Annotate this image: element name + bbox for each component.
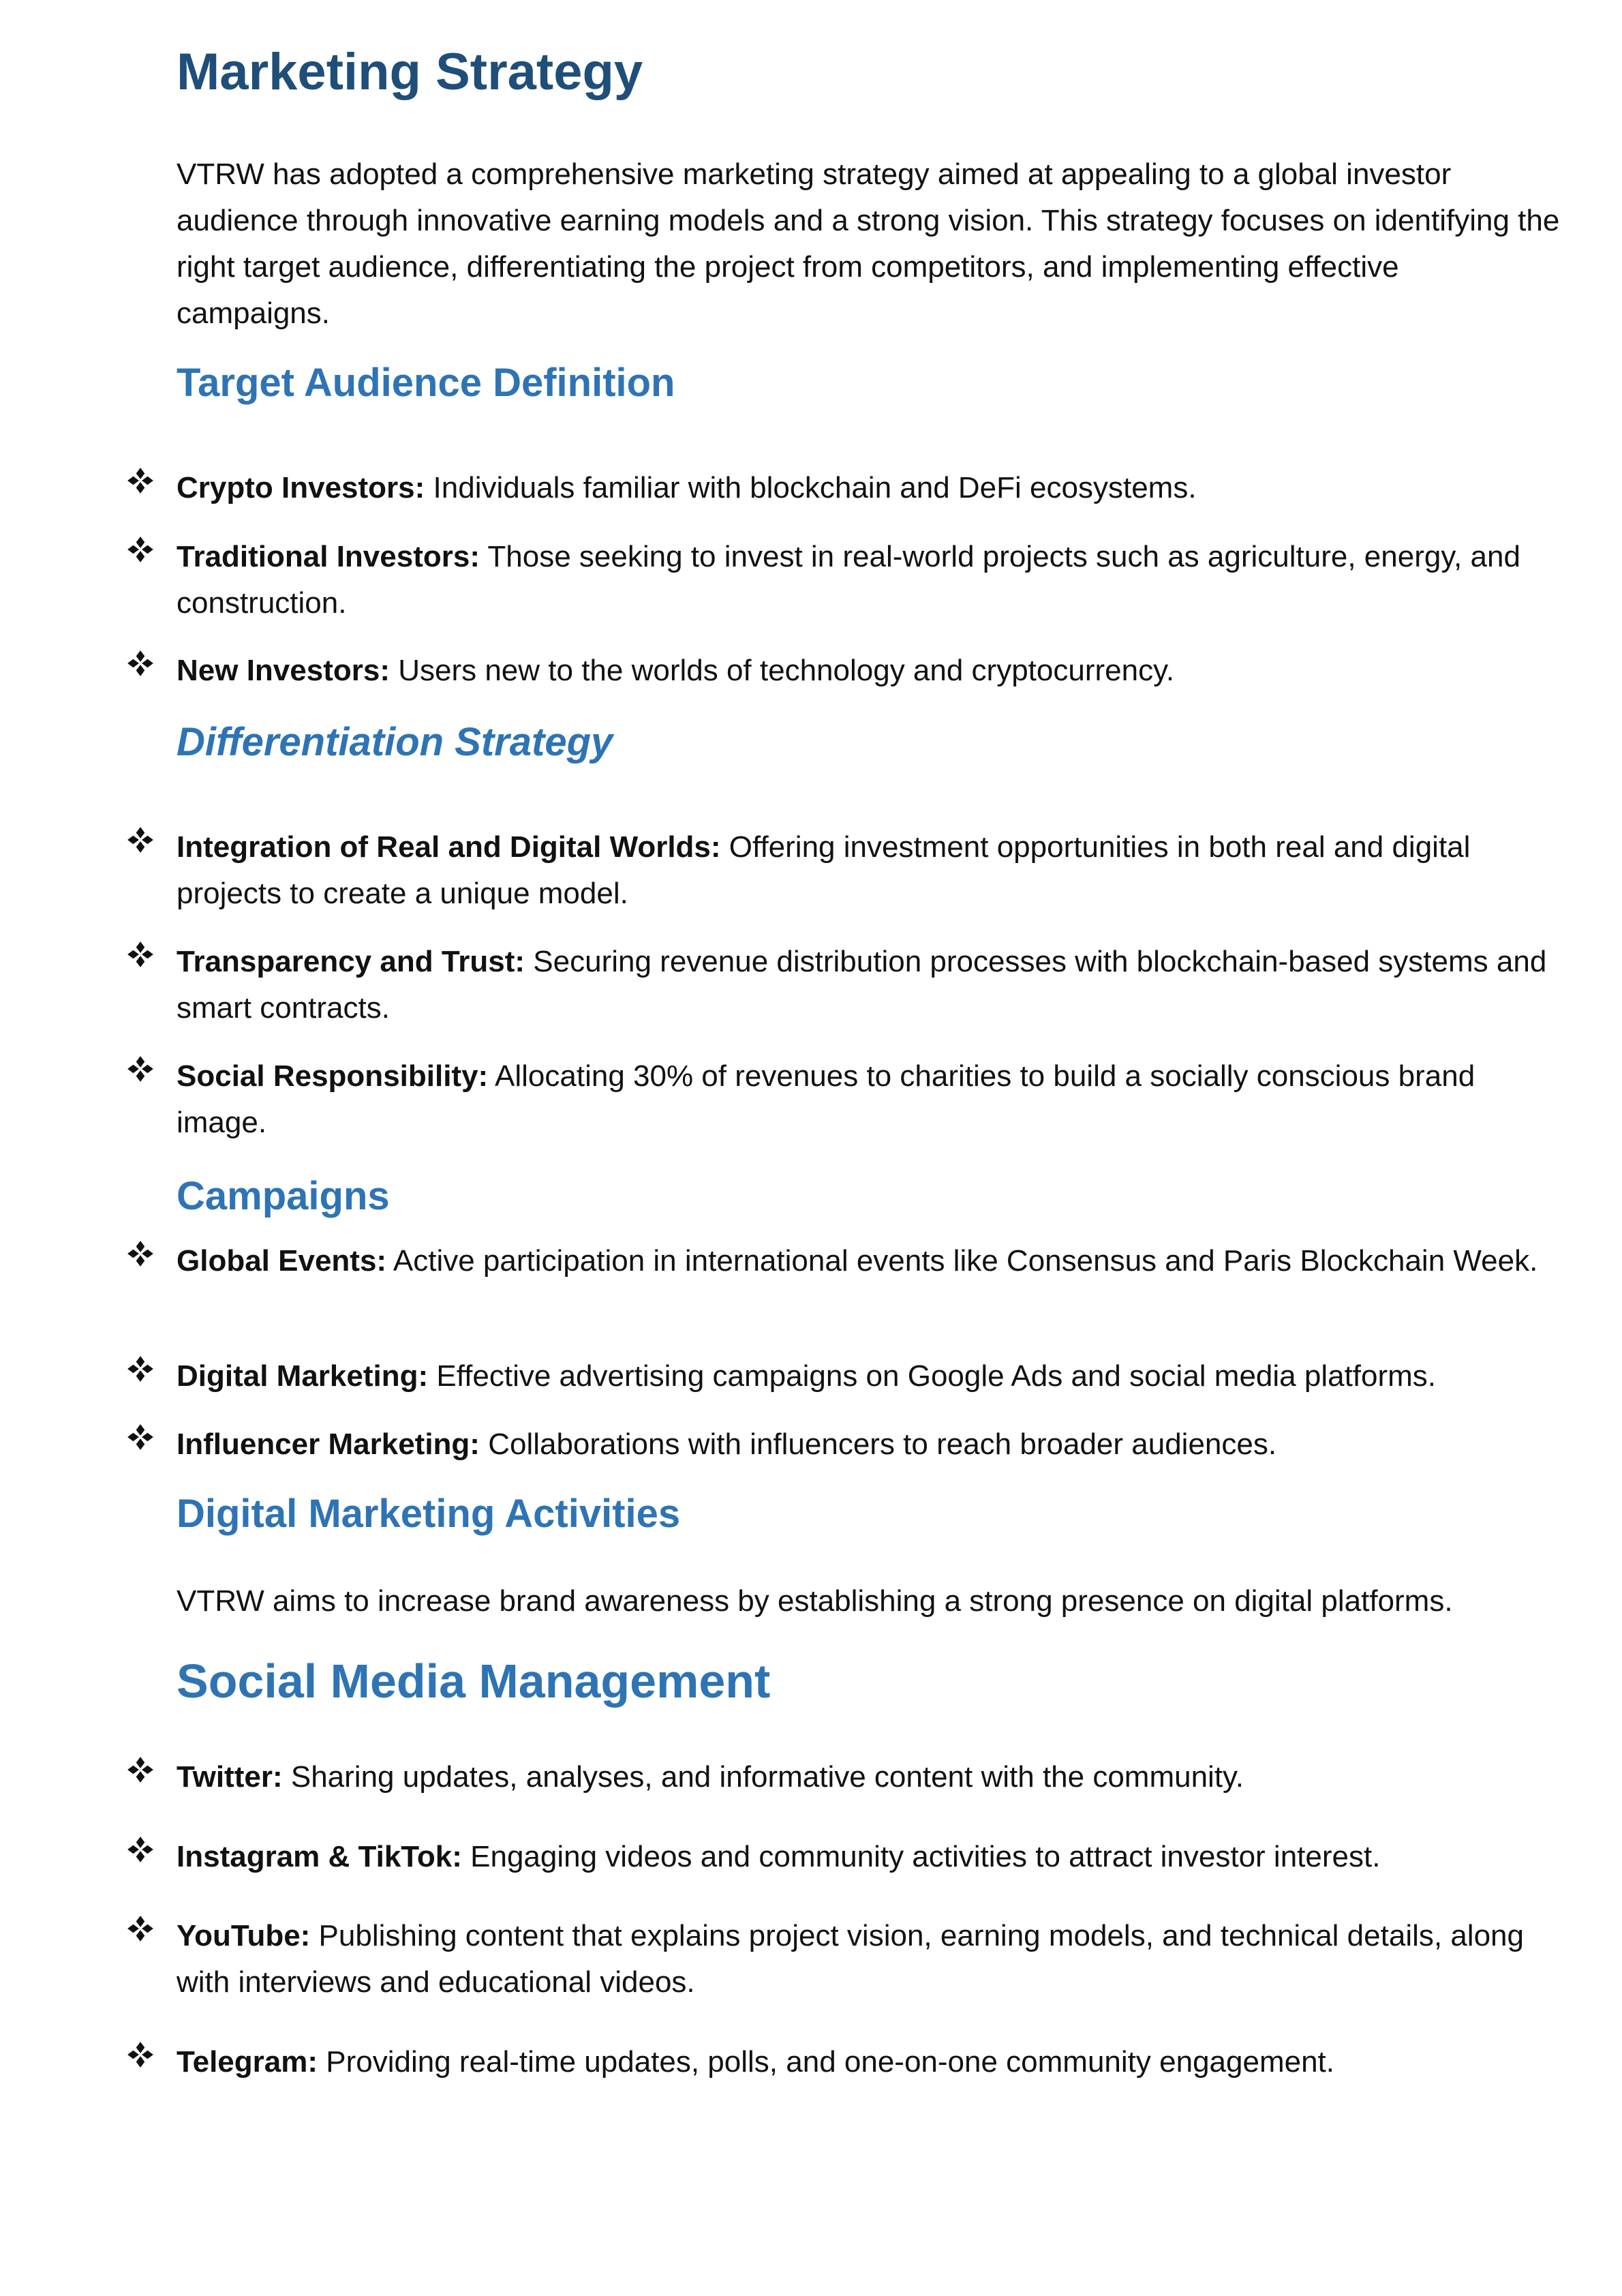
item-label: Social Responsibility: — [177, 1059, 489, 1093]
list-item-text — [177, 465, 1567, 511]
item-label: Twitter: — [177, 1760, 283, 1794]
list-item-text — [177, 1053, 1567, 1146]
four-diamond-bullet-icon — [126, 1423, 155, 1451]
four-diamond-bullet-icon — [126, 940, 155, 969]
list-item-text — [177, 939, 1567, 1031]
item-description: Offering investment opportunities in both real and digital projects to create a unique model. — [177, 830, 1471, 910]
item-label: Transparency and Trust: — [177, 945, 525, 978]
item-label: Traditional Investors: — [177, 540, 480, 573]
list-item-text — [177, 1754, 1567, 1800]
campaigns-heading: Campaigns — [177, 1174, 390, 1218]
item-label: Integration of Real and Digital Worlds: — [177, 830, 721, 864]
list-item-text — [177, 1238, 1567, 1284]
item-description: Providing real-time updates, polls, and one-on-one community engagement. — [318, 2045, 1334, 2079]
item-description: Allocating 30% of revenues to charities to build a socially conscious brand image. — [177, 1059, 1475, 1139]
list-item-text — [177, 2039, 1567, 2085]
four-diamond-bullet-icon — [126, 1755, 155, 1784]
item-label: Global Events: — [177, 1244, 387, 1278]
four-diamond-bullet-icon — [126, 1835, 155, 1864]
list-item-text — [177, 1913, 1567, 2006]
four-diamond-bullet-icon — [126, 535, 155, 564]
four-diamond-bullet-icon — [126, 826, 155, 854]
item-label: Digital Marketing: — [177, 1359, 429, 1393]
list-item-text — [177, 1421, 1567, 1468]
four-diamond-bullet-icon — [126, 1055, 155, 1083]
four-diamond-bullet-icon — [126, 1914, 155, 1943]
differentiation-heading: Differentiation Strategy — [177, 720, 613, 764]
item-description: Publishing content that explains project vision, earning models, and technical details, along with interviews and educational videos. — [177, 1919, 1524, 1999]
list-item-text — [177, 648, 1567, 694]
item-label: Influencer Marketing: — [177, 1428, 480, 1461]
list-item-text — [177, 1834, 1567, 1880]
four-diamond-bullet-icon — [126, 1355, 155, 1383]
page-title: Marketing Strategy — [177, 43, 643, 101]
item-description: Effective advertising campaigns on Google Ads and social media platforms. — [428, 1359, 1437, 1393]
four-diamond-bullet-icon — [126, 1239, 155, 1268]
item-label: New Investors: — [177, 654, 390, 687]
item-description: Collaborations with influencers to reach broader audiences. — [479, 1428, 1277, 1461]
item-label: Instagram & TikTok: — [177, 1840, 462, 1873]
item-description: Engaging videos and community activities to attract investor interest. — [461, 1840, 1381, 1873]
list-item-text — [177, 534, 1567, 626]
four-diamond-bullet-icon — [126, 466, 155, 495]
item-description: Those seeking to invest in real-world projects such as agriculture, energy, and construction. — [177, 540, 1520, 620]
four-diamond-bullet-icon — [126, 649, 155, 678]
item-description: Active participation in international events like Consensus and Paris Blockchain Week. — [386, 1244, 1538, 1278]
item-label: Crypto Investors: — [177, 471, 425, 504]
item-description: Users new to the worlds of technology and cryptocurrency. — [389, 654, 1175, 687]
digital-marketing-paragraph: VTRW aims to increase brand awareness by establishing a strong presence on digital platforms. — [177, 1584, 1453, 1618]
list-item-text — [177, 1353, 1567, 1400]
item-description: Sharing updates, analyses, and informative content with the community. — [282, 1760, 1244, 1794]
list-item-text — [177, 824, 1567, 917]
item-label: Telegram: — [177, 2045, 318, 2079]
social-media-heading: Social Media Management — [177, 1655, 771, 1708]
item-description: Individuals familiar with blockchain and DeFi ecosystems. — [425, 471, 1197, 504]
item-description: Securing revenue distribution processes with blockchain-based systems and smart contracts. — [177, 945, 1547, 1025]
intro-paragraph: VTRW has adopted a comprehensive marketing strategy aimed at appealing to a global investor audience through innovative earning models and a strong vision. This strategy focuses on identifying the right target audience, differentiating the project from competitors, and implementing effective campaigns. — [177, 157, 1560, 330]
target-audience-heading: Target Audience Definition — [177, 361, 675, 405]
digital-marketing-heading: Digital Marketing Activities — [177, 1492, 681, 1536]
item-label: YouTube: — [177, 1919, 311, 1952]
four-diamond-bullet-icon — [126, 2040, 155, 2069]
